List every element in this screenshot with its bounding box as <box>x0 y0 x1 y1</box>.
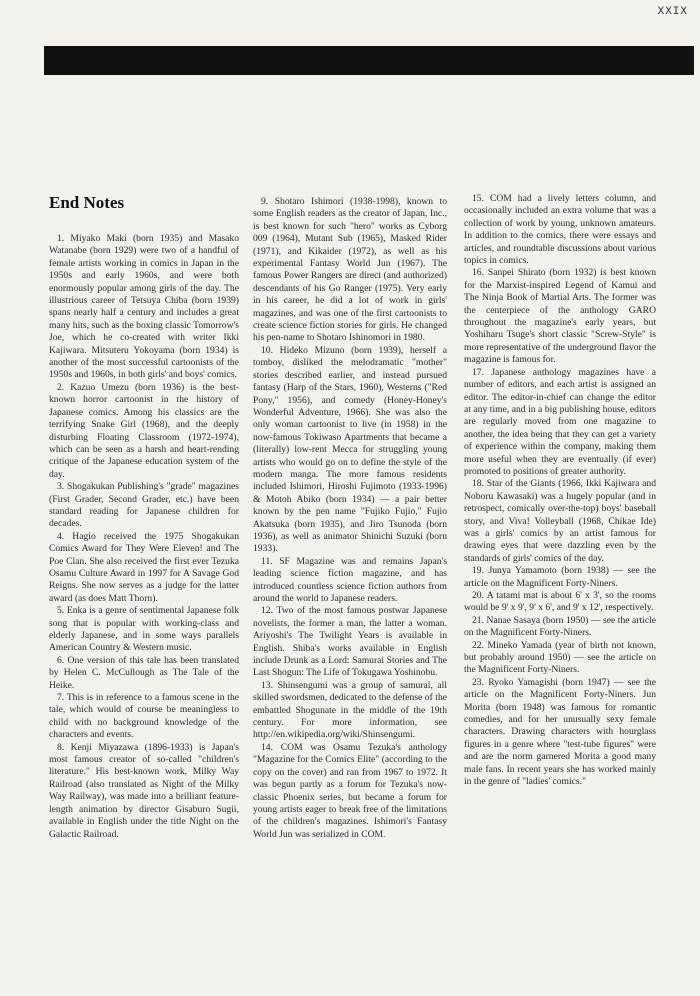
end-note: 10. Hideko Mizuno (born 1939), herself a tomboy, disliked the melodramatic "mother" stories described earlier, and instead pursued fantasy (Harp of the Stars, 1960), Westerns ("Red Pony," 1956), and comedy (Honey-Honey's Wonderful Adventure, 1966). She was also the only woman cartoonist to live (in 1958) in the now-famous Tokiwaso Apartments that became a (literally) low-rent Mecca for struggling young artists who would go on to define the style of the modern manga. The more famous residents included Ishimori, Hiroshi Fujimoto (1933-1996) & Motoh Abiko (born 1934) — a pair better known by the pen name "Fujiko Fujio," Fujio Akatsuka (born 1935), and Jiro Tsunoda (born 1936), as well as animator Shinichi Suzuki (born 1933). <box>253 344 447 555</box>
header-band <box>44 46 694 75</box>
end-note: 7. This is in reference to a famous scene in the tale, which would of course be meaningless to child with no background knowledge of the characters and events. <box>49 692 239 741</box>
page-number: XXIX <box>657 6 688 18</box>
end-note: 18. Star of the Giants (1966, Ikki Kajiwara and Noboru Kawasaki) was a hugely popular (and in retrospect, comically over-the-top) boys' baseball story, and Viva! Volleyball (1968, Chikae Ide) was a girls' comics by an artist famous for drawing eyes that were dazzling even by the standards of girls' comics of the day. <box>464 478 656 564</box>
end-note: 21. Nanae Sasaya (born 1950) — see the article on the Magnificent Forty-Niners. <box>464 614 656 639</box>
end-note: 16. Sanpei Shirato (born 1932) is best known for the Marxist-inspired Legend of Kamui and The Ninja Book of Martial Arts. The former was the centerpiece of the anthology GARO throughout the magazine's early years, but Yoshiharu Tsuge's short classic "Screw-Style" is more representative of the underground flavor the magazine is famous for. <box>464 267 656 366</box>
end-note: 19. Junya Yamamoto (born 1938) — see the article on the Magnificent Forty-Niners. <box>464 565 656 589</box>
end-note: 12. Two of the most famous postwar Japanese novelists, the former a man, the latter a woman. Ariyoshi's The Twilight Years is available in English. Shiba's works available in English include Drunk as a Lord: Samurai Stories and The Last Shogun: The Life of Tokugawa Yoshinobu. <box>253 605 447 679</box>
end-note: 6. One version of this tale has been translated by Helen C. McCullough as The Tale of the Heike. <box>49 654 239 691</box>
end-note: 23. Ryoko Yamagishi (born 1947) — see the article on the Magnificent Forty-Niners. Jun Morita (born 1948) was famous for romantic comedies, and for her unusually sexy female characters. Drawing characters with hourglass figures in a genre where "test-tube figures" were and are the norm garnered Morita a good many male fans. In recent years she has worked mainly in the genre of "ladies' comics." <box>464 676 656 788</box>
end-note: 1. Miyako Maki (born 1935) and Masako Watanabe (born 1929) were two of a handful of female artists working in comics in Japan in the 1950s and early 1960s, and were both enormously popular among girls of the day. The illustrious career of Tetsuya Chiba (born 1939) spans nearly half a century and includes a great many hits, such as the boxing classic Tomorrow's Joe, which he co-created with writer Ikki Kajiwara. Mitsuteru Yokoyama (born 1934) is another of the most successful cartoonists of the 1950s and 1960s, in both girls' and boys' comics. <box>49 233 239 381</box>
column-2 <box>253 196 447 841</box>
end-note: 4. Hagio received the 1975 Shogakukan Comics Award for They Were Eleven! and The Poe Clan. She also received the first ever Tezuka Osamu Culture Award in 1997 for A Savage God Reigns. She now serves as a judge for the latter award (as does Matt Thorn). <box>49 530 239 604</box>
end-note: 14. COM was Osamu Tezuka's anthology "Magazine for the Comics Elite" (according to the copy on the cover) and ran from 1967 to 1972. It was begun partly as a forum for Tezuka's now-classic Phoenix series, but became a forum for young artists eager to break free of the limitations of the children's magazines. Ishimori's Fantasy World Jun was serialized in COM. <box>253 741 447 840</box>
end-note: 15. COM had a lively letters column, and occasionally included an extra volume that was a collection of work by young, unknown amateurs. In addition to the comics, there were essays and articles, and roundtable discussions about various topics in comics. <box>464 193 656 267</box>
end-note: 11. SF Magazine was and remains Japan's leading science fiction magazine, and has introduced countless science fiction authors from around the world to Japanese readers. <box>253 555 447 604</box>
section-heading: End Notes <box>49 193 125 212</box>
end-note: 8. Kenji Miyazawa (1896-1933) is Japan's most famous creator of so-called "children's literature." His best-known work, Milky Way Railroad (also translated as Night of the Milky Way Railway), was made into a brilliant feature-length animation by director Gisaburo Sugii, available in English under the title Night on the Galactic Railroad. <box>49 741 239 840</box>
column-1 <box>49 193 239 841</box>
end-note: 22. Mineko Yamada (year of birth not known, but probably around 1950) — see the article on the Magnificent Forty-Niners. <box>464 639 656 676</box>
end-note: 13. Shinsengumi was a group of samurai, all skilled swordsmen, dedicated to the defense of the embattled Shogunate in the middle of the 19th century. For more information, see http://en.wikipedia.org/wiki/Shinsengumi. <box>253 679 447 741</box>
end-note: 9. Shotaro Ishimori (1938-1998), known to some English readers as the creator of Japan, Inc., is best known for such "hero" works as Cyborg 009 (1964), Mutant Sub (1965), Masked Rider (1971), and Kikaider (1972), as well as his experimental Fantasy World Jun (1967). The famous Power Rangers are direct (and authorized) descendants of his Go Ranger (1975). Very early in his career, he did a lot of work in girls' magazines, and was one of the first cartoonists to create science fiction stories for girls. He changed his pen-name to Shotaro Ishinomori in 1980. <box>253 196 447 344</box>
end-note: 20. A tatami mat is about 6' x 3', so the rooms would be 9' x 9', 9' x 6', and 9' x 12', respectively. <box>464 590 656 614</box>
end-note: 5. Enka is a genre of sentimental Japanese folk song that is popular with working-class and elderly Japanese, and in some ways parallels American Country & Western music. <box>49 605 239 654</box>
column-3 <box>464 193 656 789</box>
end-note: 3. Shogakukan Publishing's "grade" magazines (First Grader, Second Grader, etc.) have been standard reading for Japanese children for decades. <box>49 481 239 530</box>
end-note: 2. Kazuo Umezu (born 1936) is the best-known horror cartoonist in the history of Japanese comics. Among his classics are the terrifying Snake Girl (1968), and the deeply disturbing Floating Classroom (1972-1974), which can be seen as a harsh and heart-rending critique of the Japanese education system of the day. <box>49 381 239 480</box>
end-note: 17. Japanese anthology magazines have a number of editors, and each artist is assigned an editor. The editor-in-chief can change the editor at any time, and in a big publishing house, editors are regularly moved from one magazine to another, the idea being that they can get a variety of experience within the company, making them more useful when they are eventually (if ever) promoted to positions of greater authority. <box>464 366 656 477</box>
